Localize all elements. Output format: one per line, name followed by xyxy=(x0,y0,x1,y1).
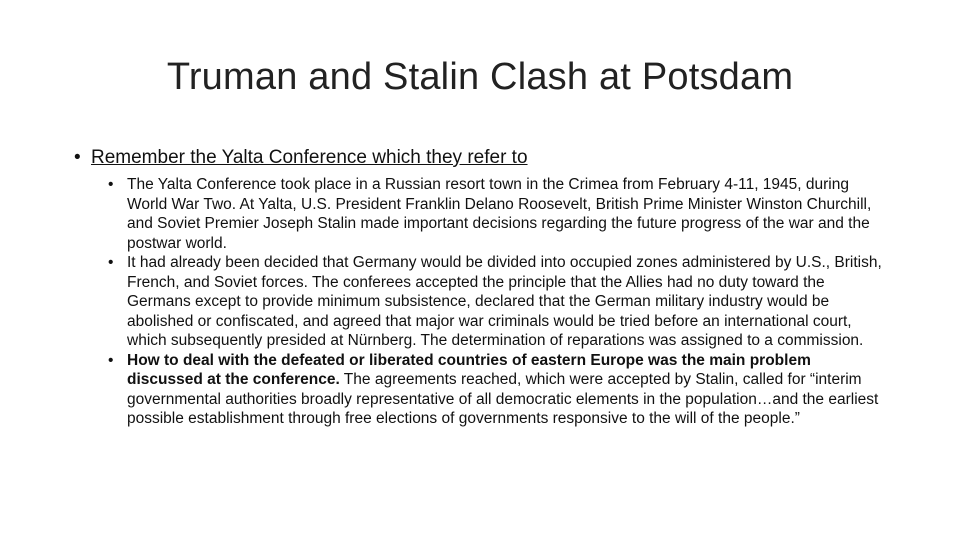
main-point-text: Remember the Yalta Conference which they refer to xyxy=(91,147,528,168)
sub-bullet-text xyxy=(127,175,888,253)
sub-bullet-item xyxy=(108,175,888,253)
slide-title: Truman and Stalin Clash at Potsdam xyxy=(166,56,794,98)
sub-bullet-bold-text: How to deal with the defeated or liberated countries of eastern Europe was the main problem discussed at the conference. xyxy=(127,351,811,388)
sub-bullet-text xyxy=(127,351,888,429)
sub-bullet-text xyxy=(127,253,888,351)
sub-bullet-list xyxy=(108,175,888,429)
sub-bullet-item xyxy=(108,253,888,351)
sub-bullet-plain-text: It had already been decided that Germany would be divided into occupied zones administered by U.S., British, French, and Soviet forces. The conferees accepted the principle that the Allies had no duty toward the Germans except to provide minimum subsistence, declared that the German military industry would be abolished or confiscated, and agreed that major war criminals would be tried before an international court, which subsequently presided at Nürnberg. The determination of reparations was assigned to a commission. xyxy=(127,254,882,349)
sub-bullet-item xyxy=(108,351,888,429)
bullet-icon: • xyxy=(74,147,81,168)
bullet-icon: • xyxy=(108,254,114,271)
bullet-icon: • xyxy=(108,351,114,369)
bullet-icon: • xyxy=(108,176,114,193)
sub-bullet-plain-text: The Yalta Conference took place in a Russian resort town in the Crimea from February 4-11, 1945, during World War Two. At Yalta, U.S. President Franklin Delano Roosevelt, British Prime Minister Winston Churchill, and Soviet Premier Joseph Stalin made important decisions regarding the future progress of the war and the postwar world. xyxy=(127,176,872,252)
sub-bullet-plain-text: The agreements reached, which were accepted by Stalin, called for “interim governmental authorities broadly representative of all democratic elements in the population…and the earliest possible establishment through free elections of governments responsive to the will of the people.” xyxy=(127,371,879,427)
